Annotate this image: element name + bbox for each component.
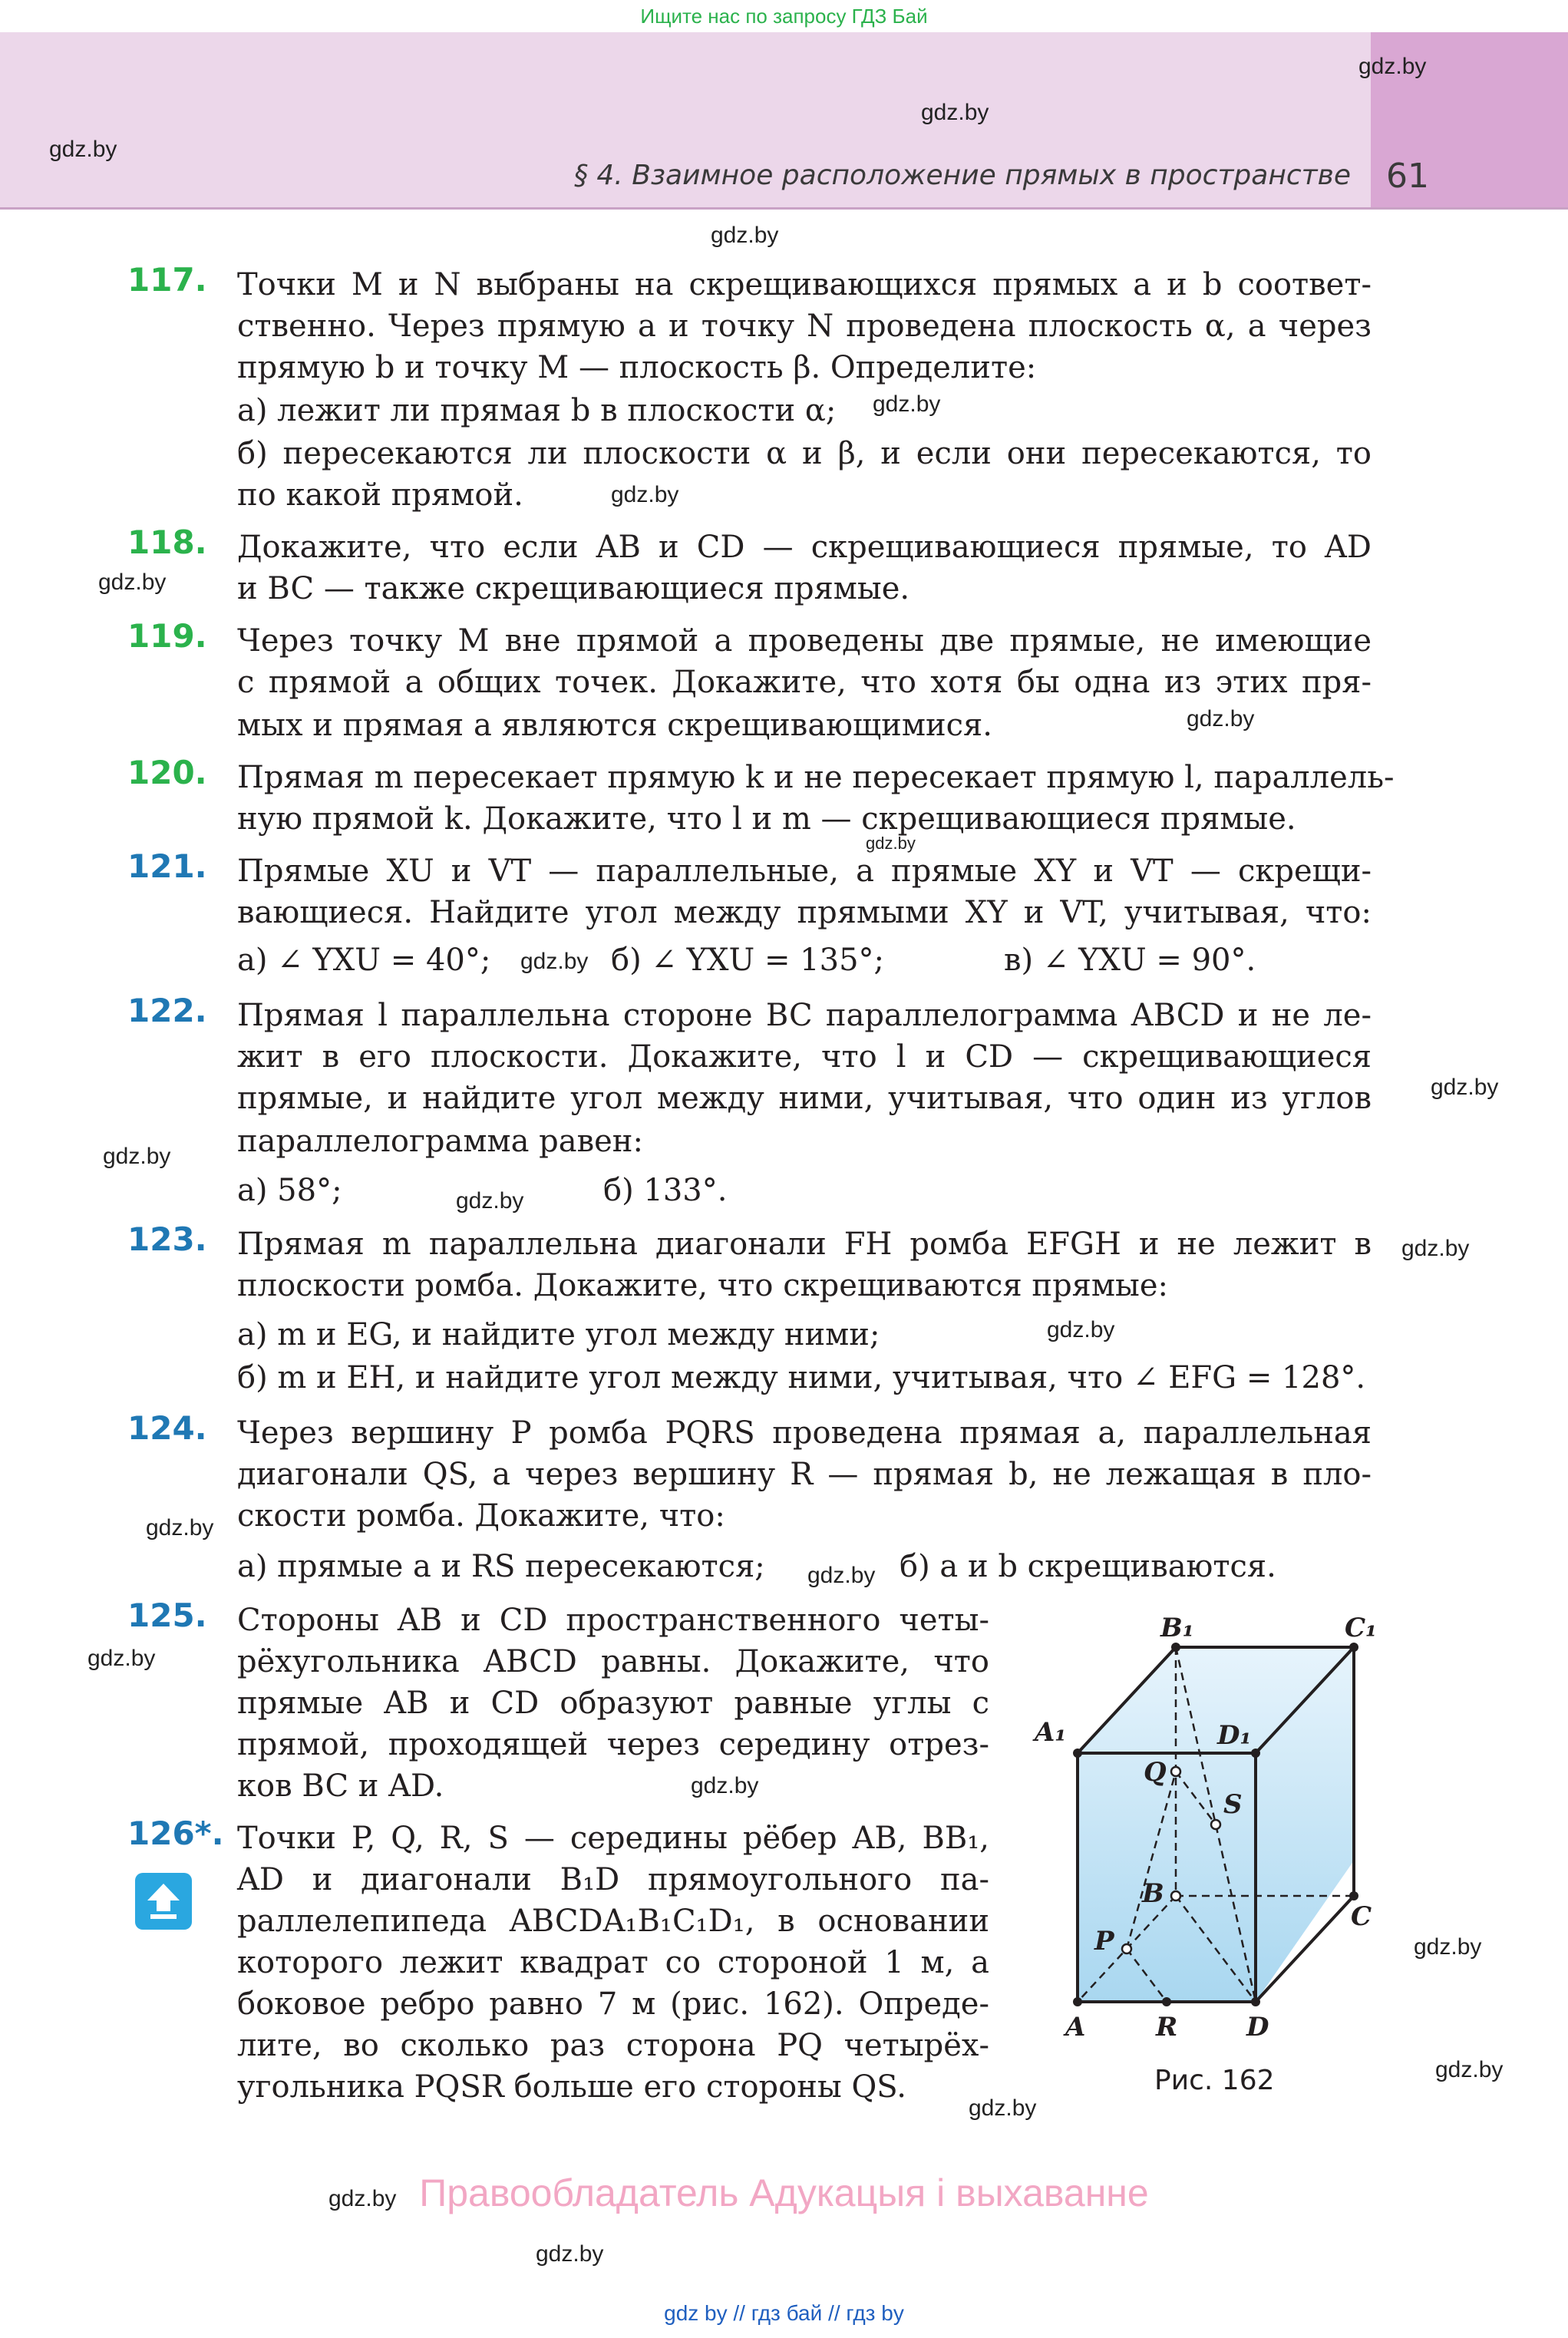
problem-text-line: Через вершину P ромба PQRS проведена прямая a, параллельная <box>237 1415 1372 1451</box>
problem-text-line: Докажите, что если AB и CD — скрещивающиеся прямые, то AD <box>237 530 1372 565</box>
watermark: gdz.by <box>1401 1236 1470 1261</box>
label-d: D <box>1246 2012 1269 2042</box>
up-arrow-icon <box>135 1873 192 1930</box>
figure-caption: Рис. 162 <box>1154 2065 1275 2096</box>
label-d1: D₁ <box>1217 1720 1252 1751</box>
vertex-b1 <box>1171 1643 1180 1652</box>
problem-text-line: боковое ребро равно 7 м (рис. 162). Опреде- <box>237 1986 989 2022</box>
section-title: § 4. Взаимное расположение прямых в пространстве <box>573 160 1351 191</box>
watermark: gdz.by <box>691 1773 759 1798</box>
vertex-c1 <box>1349 1643 1358 1652</box>
problem-text-line: мых и прямая a являются скрещивающимися. <box>237 708 992 743</box>
vertex-r <box>1162 1997 1171 2006</box>
problem-text-line: Точки M и N выбраны на скрещивающихся прямых a и b соответ- <box>237 267 1372 302</box>
problem-text-line: ную прямой k. Докажите, что l и m — скрещивающиеся прямые. <box>237 801 1296 837</box>
watermark: gdz.by <box>87 1646 156 1671</box>
watermark: gdz.by <box>98 570 167 595</box>
problem-option: б) ∠ YXU = 135°; <box>611 943 884 978</box>
problem-option: в) ∠ YXU = 90°. <box>1004 943 1256 978</box>
problem-option: а) прямые a и RS пересекаются; <box>237 1549 765 1584</box>
header-rule <box>0 207 1568 210</box>
problem-number: 123. <box>127 1220 207 1258</box>
point-p <box>1122 1944 1131 1953</box>
label-a1: A₁ <box>1035 1717 1067 1748</box>
label-p: P <box>1094 1926 1114 1957</box>
problem-text-line: раллелепипеда ABCDA₁B₁C₁D₁, в основании <box>237 1904 989 1939</box>
problem-text-line: рёхугольника ABCD равны. Докажите, что <box>237 1644 989 1679</box>
problem-text-line: а) лежит ли прямая b в плоскости α; <box>237 393 837 428</box>
watermark: gdz.by <box>1047 1317 1115 1342</box>
vertex-d1 <box>1251 1749 1260 1758</box>
vertex-a <box>1073 1997 1082 2006</box>
watermark: gdz.by <box>873 391 941 417</box>
problem-number: 124. <box>127 1409 207 1447</box>
problem-text-line: лите, во сколько раз сторона PQ четырёх- <box>237 2028 989 2063</box>
problem-number: 120. <box>127 754 207 791</box>
problem-text-line: которого лежит квадрат со стороной 1 м, а <box>237 1945 989 1980</box>
watermark: gdz.by <box>969 2095 1037 2121</box>
problem-text-line: б) пересекаются ли плоскости α и β, и если они пересекаются, то <box>237 436 1372 471</box>
problem-text-line: угольника PQSR больше его стороны QS. <box>237 2069 906 2105</box>
watermark: gdz.by <box>103 1144 171 1169</box>
problem-number: 119. <box>127 617 207 655</box>
problem-text-line: Прямая l параллельна стороне BC параллелограмма ABCD и не ле- <box>237 998 1372 1033</box>
watermark: gdz.by <box>611 482 679 507</box>
problem-text-line: AD и диагонали B₁D прямоугольного па- <box>237 1862 989 1897</box>
label-q: Q <box>1144 1757 1167 1788</box>
watermark: gdz.by <box>1187 706 1255 731</box>
problem-text-line: плоскости ромба. Докажите, что скрещиваются прямые: <box>237 1268 1169 1303</box>
problem-number: 125. <box>127 1597 207 1634</box>
problem-text-line: Прямая m пересекает прямую k и не пересекает прямую l, параллель- <box>237 760 1395 795</box>
problem-text-line: и BC — также скрещивающиеся прямые. <box>237 571 910 606</box>
vertex-d <box>1251 1997 1260 2006</box>
label-c1: C₁ <box>1345 1613 1377 1643</box>
label-r: R <box>1156 2012 1178 2042</box>
page-number: 61 <box>1386 157 1429 196</box>
problem-text-line: ков BC и AD. <box>237 1768 444 1804</box>
point-q <box>1171 1767 1180 1776</box>
problem-text-line: скости ромба. Докажите, что: <box>237 1498 725 1534</box>
problem-text-line: по какой прямой. <box>237 477 523 513</box>
problem-text-line: Стороны AB и CD пространственного четы- <box>237 1603 989 1638</box>
problem-option: б) 133°. <box>603 1173 728 1208</box>
watermark: gdz.by <box>711 223 779 248</box>
problem-text-line: жит в его плоскости. Докажите, что l и CD — скрещивающиеся <box>237 1039 1372 1075</box>
problem-text-line: Прямые XU и VT — параллельные, а прямые XY и VT — скрещи- <box>237 854 1372 889</box>
problem-text-line: б) m и EH, и найдите угол между ними, учитывая, что ∠ EFG = 128°. <box>237 1360 1366 1395</box>
watermark: gdz.by <box>49 137 117 162</box>
watermark: gdz.by <box>866 834 916 853</box>
problem-text-line: ственно. Через прямую a и точку N проведена плоскость α, а через <box>237 309 1372 344</box>
problem-text-line: прямые AB и CD образуют равные углы с <box>237 1686 989 1721</box>
watermark: gdz.by <box>146 1515 214 1541</box>
problem-text-line: а) m и EG, и найдите угол между ними; <box>237 1317 880 1352</box>
watermark: gdz.by <box>520 949 589 974</box>
label-b1: B₁ <box>1160 1613 1194 1643</box>
problem-text-line: Прямая m параллельна диагонали FH ромба EFGH и не лежит в <box>237 1227 1372 1262</box>
vertex-b <box>1171 1891 1180 1900</box>
vertex-c <box>1349 1891 1358 1900</box>
watermark: gdz.by <box>1358 54 1427 79</box>
label-b: B <box>1142 1878 1164 1909</box>
watermark: gdz.by <box>921 100 989 125</box>
problem-text-line: вающиеся. Найдите угол между прямыми XY и VT, учитывая, что: <box>237 895 1372 930</box>
point-s <box>1211 1820 1220 1829</box>
bottom-links[interactable]: gdz by // гдз бай // гдз by <box>664 2301 904 2325</box>
watermark: gdz.by <box>1435 2057 1504 2082</box>
problem-text-line: прямые, и найдите угол между ними, учитывая, что один из углов <box>237 1081 1372 1116</box>
watermark: gdz.by <box>328 2186 397 2211</box>
problem-text-line: с прямой a общих точек. Докажите, что хотя бы одна из этих пря- <box>237 665 1372 700</box>
problem-option: а) ∠ YXU = 40°; <box>237 943 491 978</box>
problem-option: а) 58°; <box>237 1173 342 1208</box>
problem-number: 126*. <box>127 1815 224 1852</box>
label-c: C <box>1351 1901 1372 1932</box>
problem-number: 118. <box>127 523 207 561</box>
watermark: gdz.by <box>456 1188 524 1214</box>
watermark: gdz.by <box>807 1563 876 1588</box>
watermark: gdz.by <box>536 2241 604 2267</box>
problem-text-line: прямой, проходящей через середину отрез- <box>237 1727 989 1762</box>
copyright-footer: Правообладатель Адукацыя і выхаванне <box>419 2171 1149 2214</box>
problem-text-line: параллелограмма равен: <box>237 1124 643 1159</box>
problem-text-line: Точки P, Q, R, S — середины рёбер AB, BB₁, <box>237 1821 989 1856</box>
upgrade-arrow-icon <box>135 1873 192 1930</box>
problem-option: б) a и b скрещиваются. <box>900 1549 1276 1584</box>
problem-text-line: Через точку M вне прямой a проведены две прямые, не имеющие <box>237 623 1372 659</box>
watermark: gdz.by <box>1414 1934 1482 1960</box>
problem-number: 117. <box>127 261 207 299</box>
vertex-a1 <box>1073 1749 1082 1758</box>
problem-text-line: прямую b и точку M — плоскость β. Определите: <box>237 350 1037 385</box>
label-a: A <box>1065 2012 1086 2042</box>
problem-number: 122. <box>127 992 207 1029</box>
problem-number: 121. <box>127 847 207 885</box>
problem-text-line: диагонали QS, а через вершину R — прямая b, не лежащая в пло- <box>237 1457 1372 1492</box>
parallelepiped-figure <box>1028 1604 1443 2049</box>
watermark: gdz.by <box>1431 1075 1499 1100</box>
label-s: S <box>1223 1789 1243 1820</box>
top-banner: Ищите нас по запросу ГДЗ Бай <box>640 5 928 28</box>
